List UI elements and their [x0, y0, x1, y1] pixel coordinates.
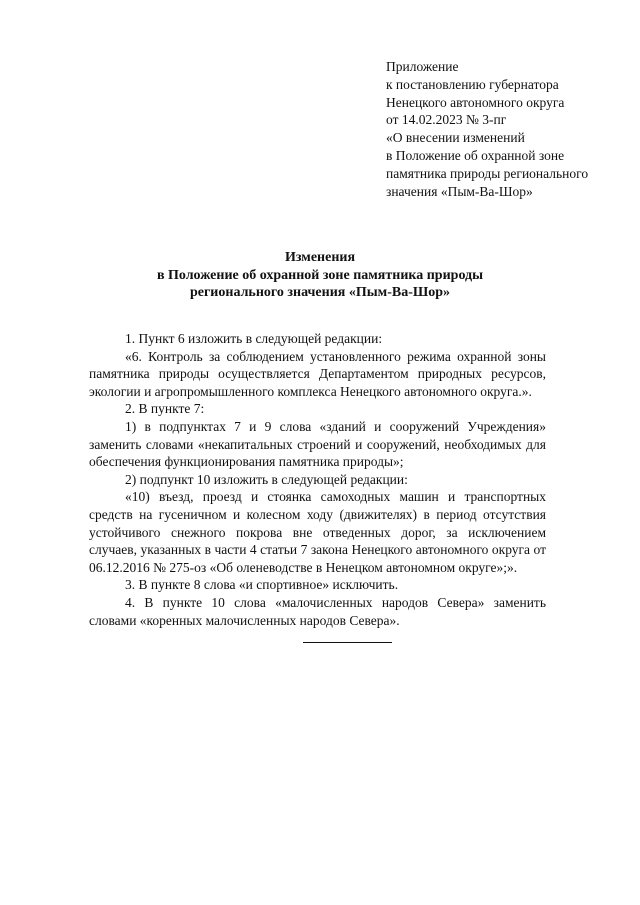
appendix-header: [386, 58, 588, 200]
paragraph-item-3: 3. В пункте 8 слова «и спортивное» исключить.: [125, 577, 399, 593]
appendix-line: «О внесении изменений: [386, 130, 525, 146]
title-line: регионального значения «Пым-Ва-Шор»: [189, 285, 451, 300]
paragraph-item-2-sub-2-text: «10) въезд, проезд и стоянка самоходных машин и транспортных средств на гусеничном и колесном ходу (движителях) в период отсутствия устойчивого снежного покрова вне отведенных дорог, за исключением случаев, указанных в части 4 статьи 7 закона Ненецкого автономного округа от 06.12.2016 № 275-оз «Об оленеводстве в Ненецком автономном округе»;».: [89, 489, 546, 575]
document-body: [89, 330, 546, 629]
paragraph-item-1-text: «6. Контроль за соблюдением установленного режима охранной зоны памятника природы осуществляется Департаментом природных ресурсов, экологии и агропромышленного комплекса Ненецкого автономного округа.».: [89, 348, 546, 399]
appendix-line: от 14.02.2023 № 3-пг: [386, 112, 507, 128]
document-title: [0, 249, 640, 302]
appendix-line: к постановлению губернатора: [386, 76, 559, 92]
appendix-line: памятника природы регионального: [386, 165, 589, 181]
paragraph-item-2-sub-1: 1) в подпунктах 7 и 9 слова «зданий и сооружений Учреждения» заменить словами «некапитальных строений и сооружений, необходимых для обеспечения функционирования памятника природы»;: [89, 418, 546, 470]
appendix-line: значения «Пым-Ва-Шор»: [386, 183, 533, 199]
paragraph-item-4: 4. В пункте 10 слова «малочисленных народов Севера» заменить словами «коренных малочисленных народов Севера».: [89, 594, 546, 628]
title-line: в Положение об охранной зоне памятника природы: [156, 267, 484, 283]
title-line: Изменения: [284, 250, 356, 265]
paragraph-item-1: 1. Пункт 6 изложить в следующей редакции:: [125, 331, 383, 346]
paragraph-item-2: 2. В пункте 7:: [125, 401, 205, 417]
end-separator-line: [303, 642, 392, 643]
appendix-line: в Положение об охранной зоне: [386, 147, 565, 163]
appendix-line: Приложение: [386, 59, 459, 74]
paragraph-item-2-sub-2: 2) подпункт 10 изложить в следующей редакции:: [125, 471, 408, 487]
appendix-line: Ненецкого автономного округа: [386, 94, 565, 110]
